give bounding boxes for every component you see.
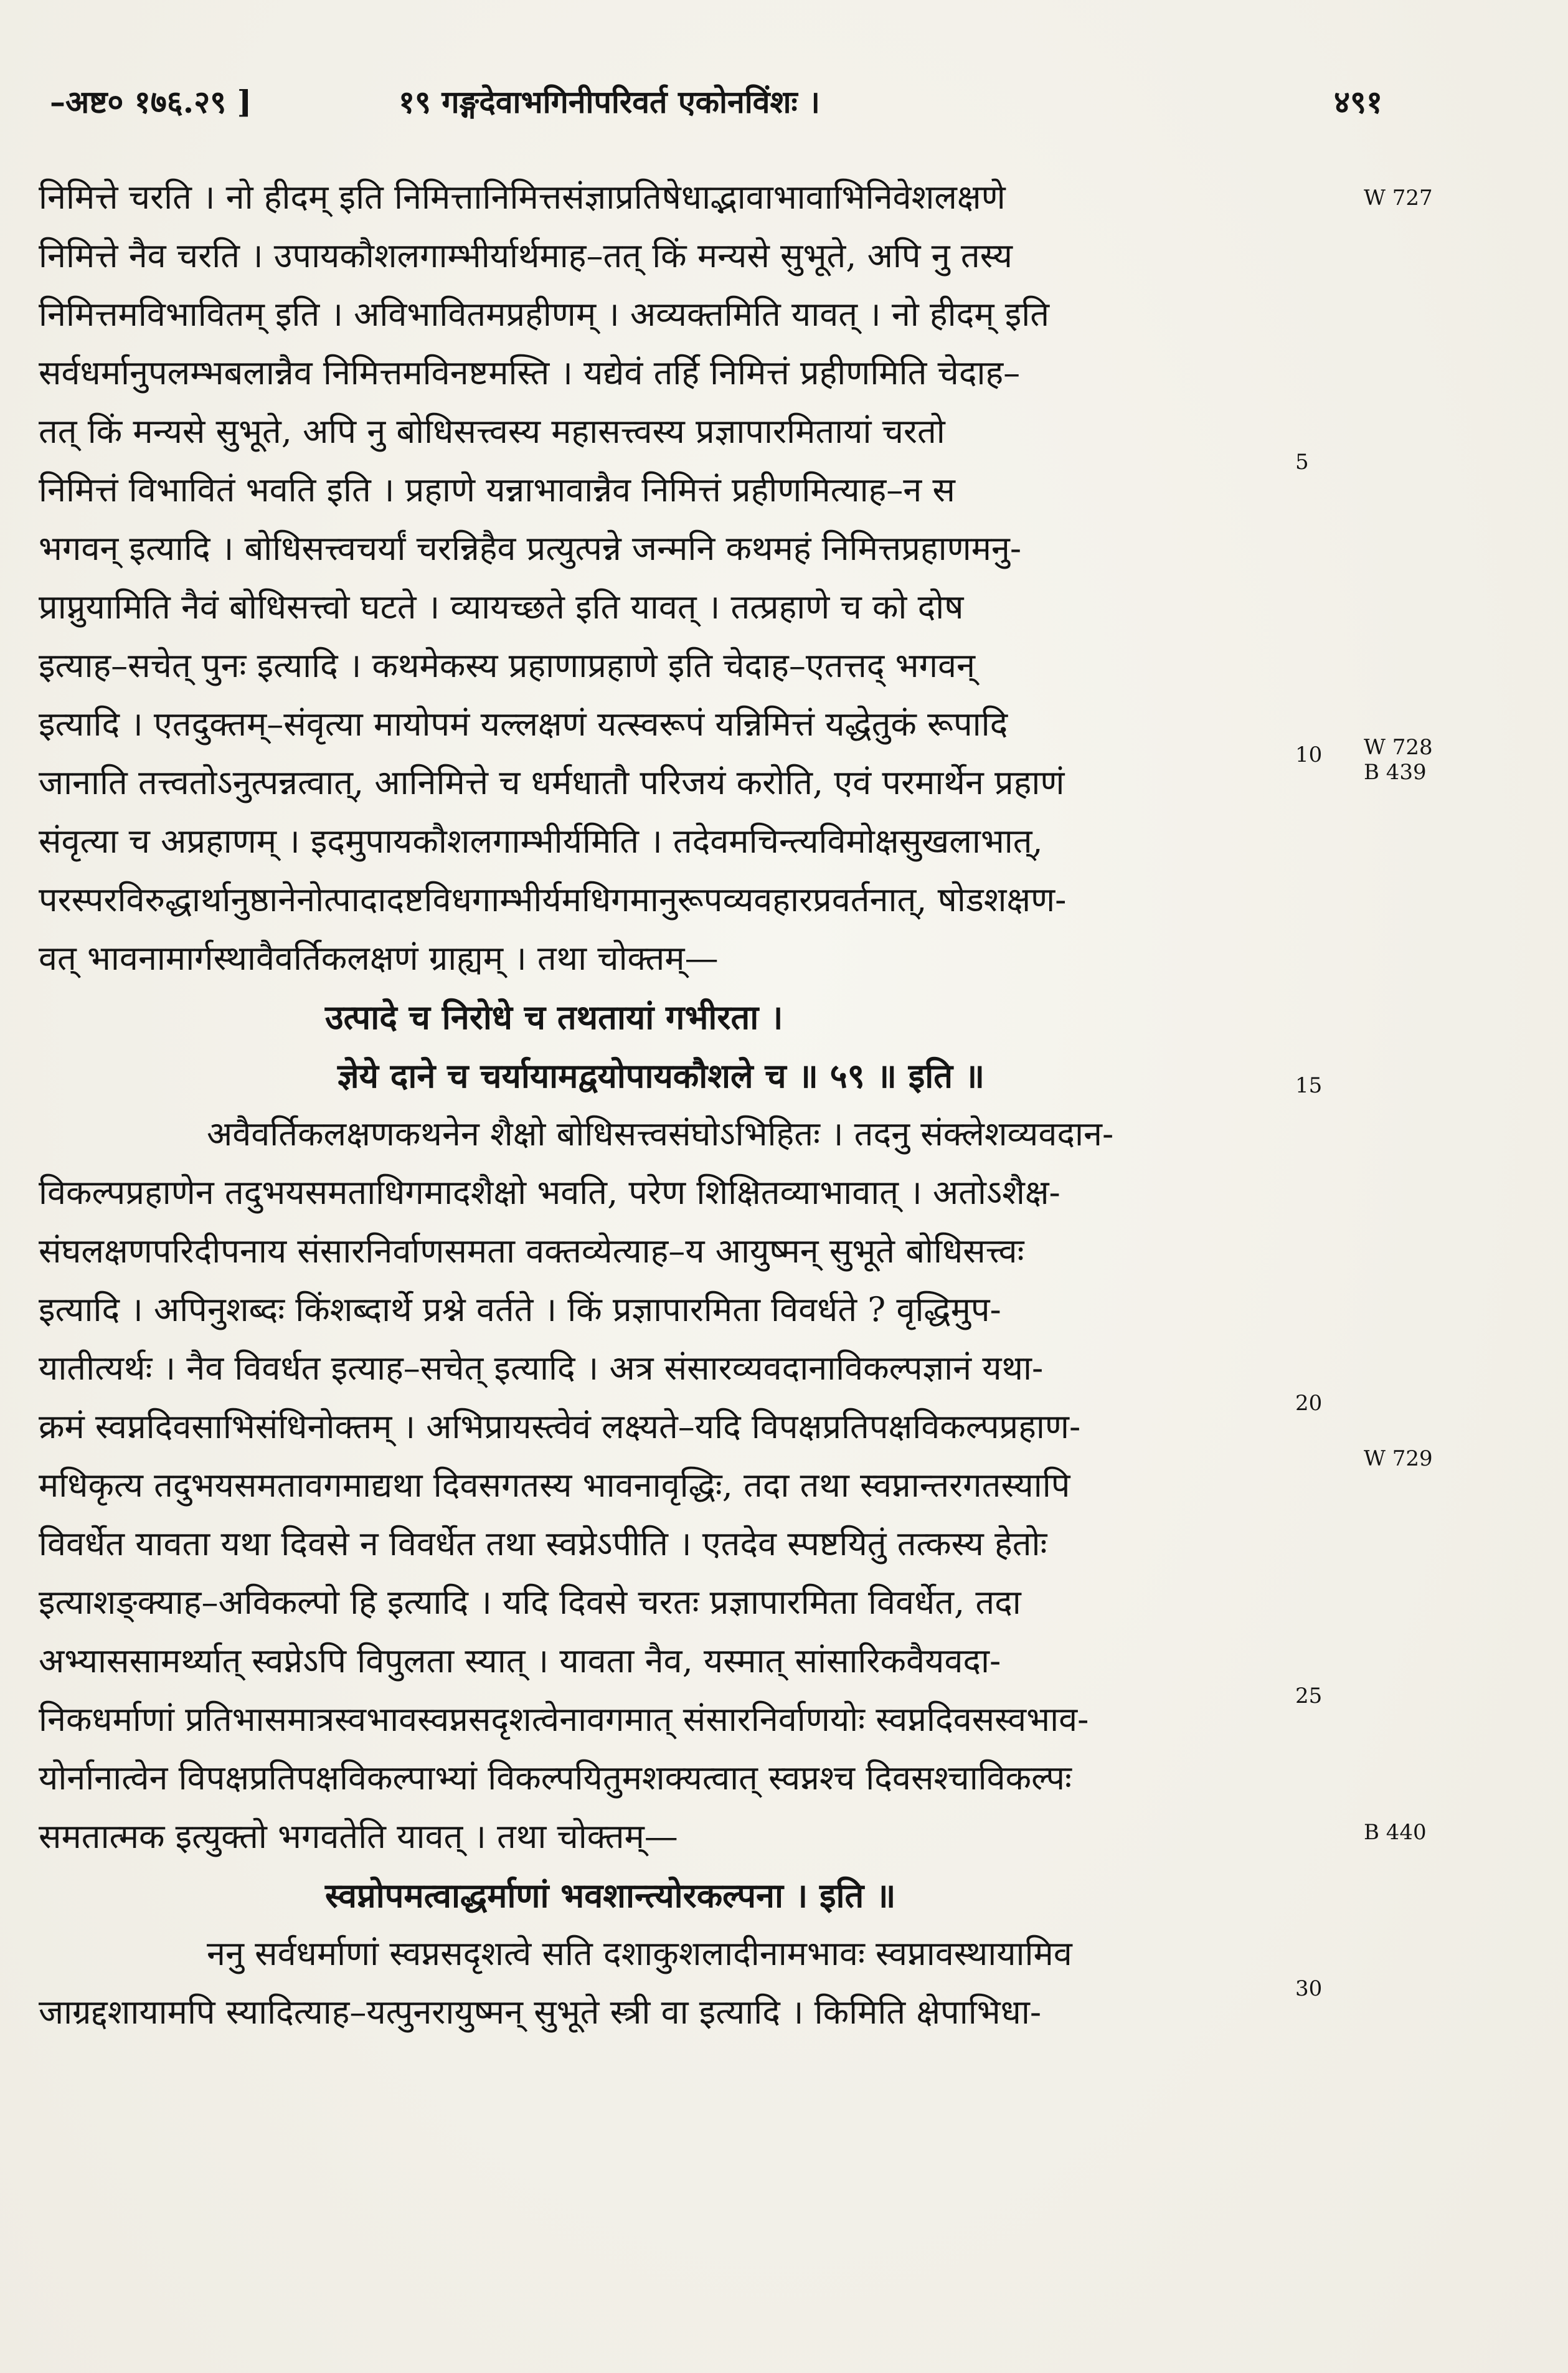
line-number: 30 (1295, 1976, 1323, 2001)
text-line: इत्याशङ्क्याह–अविकल्पो हि इत्यादि । यदि दिवसे चरतः प्रज्ञापारमिता विवर्धेत, तदा (39, 1583, 1021, 1622)
text-line: वत् भावनामार्गस्थावैवर्तिकलक्षणं ग्राह्यम् । तथा चोक्तम्— (39, 939, 719, 978)
text-line: मधिकृत्य तदुभयसमतावगमाद्यथा दिवसगतस्य भावनावृद्धिः, तदा तथा स्वप्नान्तरगतस्यापि (39, 1466, 1070, 1505)
text-line: ननु सर्वधर्माणां स्वप्नसदृशत्वे सति दशाकुशलादीनामभावः स्वप्नावस्थायामिव (207, 1934, 1072, 1973)
text-line: संघलक्षणपरिदीपनाय संसारनिर्वाणसमता वक्तव्येत्याह–य आयुष्मन् सुभूते बोधिसत्त्वः (39, 1231, 1024, 1271)
text-line: परस्परविरुद्धार्थानुष्ठानेनोत्पादादष्टविधगाम्भीर्यमधिगमानुरूपव्यवहारप्रवर्तनात्, षोडशक्षण- (39, 880, 1067, 919)
edition-reference: B 440 (1364, 1820, 1427, 1845)
text-line: भगवन् इत्यादि । बोधिसत्त्वचर्यां चरन्निहैव प्रत्युत्पन्ने जन्मनि कथमहं निमित्तप्रहाणमनु- (39, 529, 1022, 568)
line-number: 25 (1295, 1684, 1323, 1708)
text-line: संवृत्या च अप्रहाणम् । इदमुपायकौशलगाम्भीर्यमिति । तदेवमचिन्त्यविमोक्षसुखलाभात्, (39, 822, 1043, 861)
text-line: तत् किं मन्यसे सुभूते, अपि नु बोधिसत्त्वस्य महासत्त्वस्य प्रज्ञापारमितायां चरतो (39, 412, 945, 451)
line-number: 15 (1295, 1073, 1323, 1098)
text-line: अवैवर्तिकलक्षणकथनेन शैक्षो बोधिसत्त्वसंघोऽभिहितः । तदनु संक्लेशव्यवदान- (207, 1114, 1114, 1153)
text-line: योर्नानात्वेन विपक्षप्रतिपक्षविकल्पाभ्यां विकल्पयितुमशक्यत्वात् स्वप्नश्च दिवसश्चाविकल्पः (39, 1758, 1072, 1798)
verse-line: ज्ञेये दाने च चर्यायामद्वयोपायकौशले च ॥ ५९ ॥ इति ॥ (338, 1056, 985, 1096)
text-line: इत्याह–सचेत् पुनः इत्यादि । कथमेकस्य प्रहाणाप्रहाणे इति चेदाह–एतत्तद् भगवन् (39, 646, 976, 685)
edition-reference: W 729 (1364, 1446, 1433, 1471)
text-line: प्राप्नुयामिति नैवं बोधिसत्त्वो घटते । व्यायच्छते इति यावत् । तत्प्रहाणे च को दोष (39, 587, 964, 627)
text-line: क्रमं स्वप्नदिवसाभिसंधिनोक्तम् । अभिप्रायस्त्वेवं लक्ष्यते–यदि विपक्षप्रतिपक्षविकल्पप्रहाण- (39, 1407, 1081, 1446)
text-line: सर्वधर्मानुपलम्भबलान्नैव निमित्तमविनष्टमस्ति । यद्येवं तर्हि निमित्तं प्रहीणमिति चेदाह– (39, 353, 1021, 392)
edition-reference: W 728 B 439 (1364, 735, 1433, 785)
text-line: जाग्रद्दशायामपि स्यादित्याह–यत्पुनरायुष्मन् सुभूते स्त्री वा इत्यादि । किमिति क्षेपाभिधा- (39, 1992, 1042, 2032)
line-number: 20 (1295, 1391, 1323, 1416)
text-line: यातीत्यर्थः । नैव विवर्धत इत्याह–सचेत् इत्यादि । अत्र संसारव्यवदानाविकल्पज्ञानं यथा- (39, 1348, 1044, 1388)
edition-reference: W 727 (1364, 186, 1433, 211)
text-line: विकल्पप्रहाणेन तदुभयसमताधिगमादशैक्षो भवति, परेण शिक्षितव्याभावात् । अतोऽशैक्ष- (39, 1173, 1060, 1212)
text-line: इत्यादि । एतदुक्तम्–संवृत्या मायोपमं यल्लक्षणं यत्स्वरूपं यन्निमित्तं यद्धेतुकं रूपादि (39, 704, 1008, 744)
text-line: समतात्मक इत्युक्तो भगवतेति यावत् । तथा चोक्तम्— (39, 1817, 678, 1856)
chapter-title: १९ गङ्गदेवाभगिनीपरिवर्त एकोनविंशः । (399, 83, 820, 120)
commentary-text (39, 168, 1309, 2042)
text-line: विवर्धेत यावता यथा दिवसे न विवर्धेत तथा स्वप्नेऽपीति । एतदेव स्पष्टयितुं तत्कस्य हेतोः (39, 1524, 1047, 1563)
text-line: इत्यादि । अपिनुशब्दः किंशब्दार्थे प्रश्ने वर्तते । किं प्रज्ञापारमिता विवर्धते ? वृद्धिमुप- (39, 1290, 1001, 1329)
text-line: निमित्ते चरति । नो हीदम् इति निमित्तानिमित्तसंज्ञाप्रतिषेधाद्भावाभावाभिनिवेशलक्षणे (39, 178, 1006, 217)
text-line: निमित्तं विभावितं भवति इति । प्रहाणे यन्नाभावान्नैव निमित्तं प्रहीणमित्याह–न स (39, 470, 955, 509)
verse-line: उत्पादे च निरोधे च तथतायां गभीरता । (325, 997, 783, 1037)
line-number: 10 (1295, 742, 1323, 767)
verse-line: स्वप्नोपमत्वाद्धर्माणां भवशान्त्योरकल्पना । इति ॥ (325, 1875, 896, 1915)
running-head (50, 80, 1382, 136)
text-line: निकधर्माणां प्रतिभासमात्रस्वभावस्वप्नसदृशत्वेनावगमात् संसारनिर्वाणयोः स्वप्नदिवसस्वभाव- (39, 1700, 1089, 1739)
text-line: निमित्तमविभावितम् इति । अविभावितमप्रहीणम् । अव्यक्तमिति यावत् । नो हीदम् इति (39, 295, 1050, 334)
page-number: ४९१ (1334, 83, 1382, 120)
page-reference: –अष्ट० १७६.२९ ] (50, 83, 252, 120)
text-line: निमित्ते नैव चरति । उपायकौशलगाम्भीर्यार्थमाह–तत् किं मन्यसे सुभूते, अपि नु तस्य (39, 236, 1013, 275)
line-number: 5 (1295, 450, 1309, 475)
text-line: अभ्याससामर्थ्यात् स्वप्नेऽपि विपुलता स्यात् । यावता नैव, यस्मात् सांसारिकवैयवदा- (39, 1641, 1001, 1680)
text-line: जानाति तत्त्वतोऽनुत्पन्नत्वात्, आनिमित्ते च धर्मधातौ परिजयं करोति, एवं परमार्थेन प्रहाणं (39, 763, 1065, 802)
